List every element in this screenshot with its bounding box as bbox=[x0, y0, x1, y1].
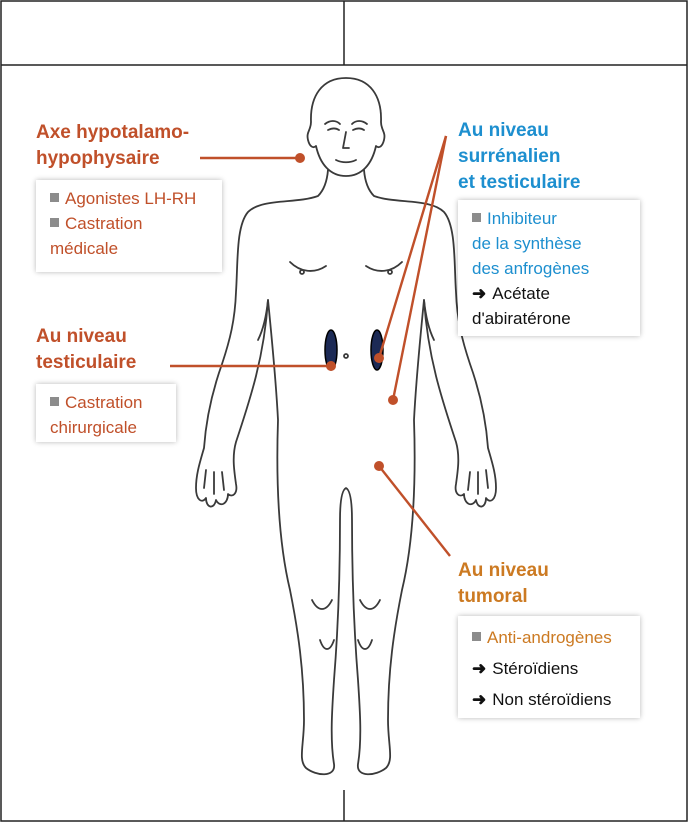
drug-item bbox=[472, 281, 628, 306]
list-item-continuation bbox=[50, 236, 210, 261]
list-item bbox=[50, 186, 210, 211]
label-au-niveau-testiculaire bbox=[36, 324, 136, 376]
item-text: Anti-androgènes bbox=[487, 628, 612, 647]
list-item bbox=[50, 211, 210, 236]
label-line: testiculaire bbox=[36, 352, 137, 373]
list-item bbox=[50, 390, 164, 415]
square-bullet-icon bbox=[50, 218, 59, 227]
label-line: Axe hypotalamo- bbox=[36, 122, 190, 143]
label-line: Au niveau bbox=[36, 326, 127, 347]
box-surrenal-treatments bbox=[458, 200, 640, 336]
label-line: tumoral bbox=[458, 586, 528, 607]
item-text: Castration bbox=[65, 393, 143, 412]
drug-item-continuation bbox=[472, 306, 628, 331]
box-axe-treatments bbox=[36, 180, 222, 272]
square-bullet-icon bbox=[472, 213, 481, 222]
right-arrow-icon: ➜ bbox=[472, 690, 487, 709]
sub-item bbox=[472, 653, 628, 684]
item-text: Agonistes LH-RH bbox=[65, 189, 197, 208]
label-line: Au niveau bbox=[458, 560, 549, 581]
right-arrow-icon: ➜ bbox=[472, 284, 487, 303]
list-item-continuation bbox=[472, 256, 628, 281]
sub-item bbox=[472, 684, 628, 715]
box-testiculaire-treatments bbox=[36, 384, 176, 442]
label-line: et testiculaire bbox=[458, 172, 581, 193]
square-bullet-icon bbox=[472, 632, 481, 641]
list-item-continuation bbox=[472, 231, 628, 256]
item-text: Acétate bbox=[492, 284, 550, 303]
item-text: médicale bbox=[50, 239, 119, 258]
item-text: Castration bbox=[65, 214, 143, 233]
box-tumoral-treatments bbox=[458, 616, 640, 718]
list-item bbox=[472, 622, 628, 653]
item-text: Inhibiteur bbox=[487, 209, 557, 228]
label-line: hypophysaire bbox=[36, 148, 160, 169]
item-text: chirurgicale bbox=[50, 418, 137, 437]
list-item bbox=[472, 206, 628, 231]
label-line: Au niveau bbox=[458, 120, 549, 141]
label-axe-hypotalamo-hypophysaire bbox=[36, 120, 189, 172]
square-bullet-icon bbox=[50, 193, 59, 202]
item-text: des anfrogènes bbox=[472, 259, 590, 278]
label-line: surrénalien bbox=[458, 146, 561, 167]
label-au-niveau-surrenalien-et-testiculaire bbox=[458, 118, 581, 196]
item-text: Stéroïdiens bbox=[492, 659, 579, 678]
square-bullet-icon bbox=[50, 397, 59, 406]
item-text: d'abiratérone bbox=[472, 309, 571, 328]
label-au-niveau-tumoral bbox=[458, 558, 549, 610]
list-item-continuation bbox=[50, 415, 164, 440]
item-text: de la synthèse bbox=[472, 234, 582, 253]
item-text: Non stéroïdiens bbox=[492, 690, 612, 709]
right-arrow-icon: ➜ bbox=[472, 659, 487, 678]
